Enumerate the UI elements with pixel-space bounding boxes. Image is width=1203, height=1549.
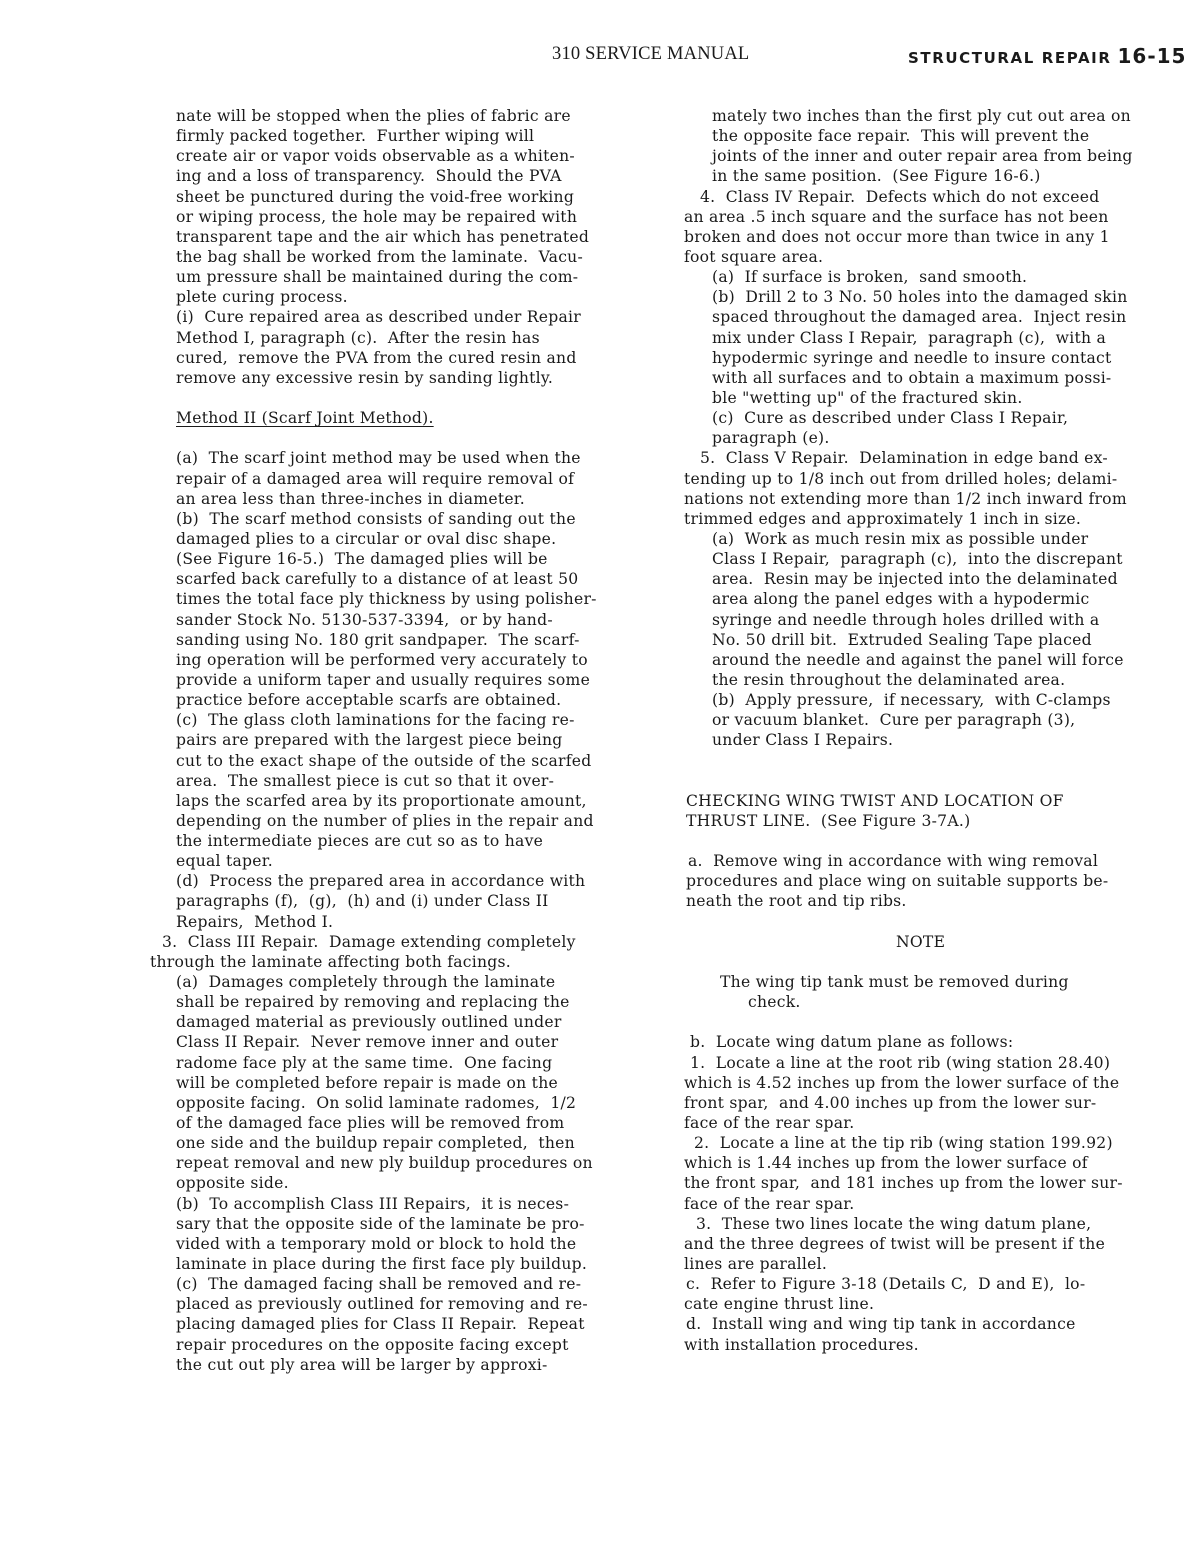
right-column-line: procedures and place wing on suitable supports be- — [686, 872, 1109, 891]
right-column-line: trimmed edges and approximately 1 inch in size. — [684, 509, 1082, 528]
left-column-line: damaged material as previously outlined under — [176, 1013, 562, 1032]
right-column-line: check. — [748, 993, 801, 1012]
left-column-line: repair procedures on the opposite facing except — [176, 1335, 569, 1354]
right-column-line: the front spar, and 181 inches up from the lower sur- — [684, 1174, 1123, 1193]
right-column-line: No. 50 drill bit. Extruded Sealing Tape placed — [712, 630, 1092, 649]
right-column-line: The wing tip tank must be removed during — [720, 973, 1069, 992]
right-column-line: in the same position. (See Figure 16-6.) — [712, 167, 1041, 186]
left-column-line: equal taper. — [176, 852, 273, 871]
left-column-line: will be completed before repair is made on the — [176, 1073, 558, 1092]
right-column-line: syringe and needle through holes drilled with a — [712, 610, 1100, 629]
right-column-line: which is 1.44 inches up from the lower surface of — [684, 1154, 1088, 1173]
right-column-line: (a) If surface is broken, sand smooth. — [712, 268, 1028, 287]
left-column-line: cured, remove the PVA from the cured resin and — [176, 348, 577, 367]
left-column-line: plete curing process. — [176, 288, 348, 307]
right-column-line: with installation procedures. — [684, 1335, 919, 1354]
left-column-line: one side and the buildup repair completed, then — [176, 1134, 575, 1153]
left-column-line: pairs are prepared with the largest piece being — [176, 731, 563, 750]
manual-title: 310 SERVICE MANUAL — [552, 44, 750, 64]
right-column-line: mately two inches than the first ply cut out area on — [712, 107, 1131, 125]
right-column-line: spaced throughout the damaged area. Inject resin — [712, 308, 1127, 327]
right-column-line: 5. Class V Repair. Delamination in edge band ex- — [700, 449, 1108, 468]
right-column-line: foot square area. — [684, 247, 824, 266]
right-column-line: and the three degrees of twist will be present if the — [684, 1234, 1106, 1253]
left-column-line: paragraphs (f), (g), (h) and (i) under Class II — [176, 892, 549, 911]
left-column-line: ing operation will be performed very accurately to — [176, 650, 588, 669]
right-column-line — [684, 771, 1184, 791]
left-column-line: Method II (Scarf Joint Method). — [176, 409, 434, 428]
left-column-line: practice before acceptable scarfs are obtained. — [176, 691, 562, 710]
right-column-line: area. Resin may be injected into the delaminated — [712, 570, 1118, 589]
left-column-line: 3. Class III Repair. Damage extending completely — [162, 932, 576, 951]
right-column-line: face of the rear spar. — [684, 1114, 855, 1133]
right-column-line: c. Refer to Figure 3-18 (Details C, D and E), lo- — [686, 1275, 1086, 1294]
right-column-line: a. Remove wing in accordance with wing removal — [688, 852, 1099, 871]
right-column-line: b. Locate wing datum plane as follows: — [690, 1033, 1014, 1052]
right-column-line: CHECKING WING TWIST AND LOCATION OF — [686, 791, 1064, 810]
left-column-line: opposite side. — [176, 1174, 289, 1193]
left-column-line: radome face ply at the same time. One facing — [176, 1053, 553, 1072]
right-column-line: joints of the inner and outer repair area from being — [712, 147, 1133, 166]
left-column-line: area. The smallest piece is cut so that it over- — [176, 771, 555, 790]
right-column-line: an area .5 inch square and the surface has not been — [684, 207, 1109, 226]
section-header — [908, 44, 1186, 68]
left-column-line: vided with a temporary mold or block to hold the — [176, 1234, 577, 1253]
right-column-line: lines are parallel. — [684, 1255, 828, 1274]
right-column-line: 1. Locate a line at the root rib (wing station 28.40) — [690, 1053, 1111, 1072]
right-column-line — [684, 1012, 1184, 1032]
right-column-line: paragraph (e). — [712, 429, 830, 448]
right-column-line: (b) Apply pressure, if necessary, with C-clamps — [712, 691, 1111, 710]
right-column-line: ble "wetting up" of the fractured skin. — [712, 388, 1023, 407]
left-column-line: Class II Repair. Never remove inner and outer — [176, 1033, 559, 1052]
left-column-line: scarfed back carefully to a distance of at least 50 — [176, 570, 579, 589]
left-column-line: ing and a loss of transparency. Should the PVA — [176, 167, 562, 186]
left-column-line: Repairs, Method I. — [176, 912, 334, 931]
right-column-line: or vacuum blanket. Cure per paragraph (3), — [712, 711, 1076, 730]
right-column-line: which is 4.52 inches up from the lower surface of the — [684, 1073, 1120, 1092]
left-column-line: the intermediate pieces are cut so as to have — [176, 832, 544, 851]
right-column-line: d. Install wing and wing tip tank in accordance — [686, 1315, 1076, 1334]
right-column-line: NOTE — [896, 932, 946, 951]
left-column-line: repeat removal and new ply buildup procedures on — [176, 1154, 593, 1173]
right-column-line: face of the rear spar. — [684, 1194, 855, 1213]
left-column-line: shall be repaired by removing and replacing the — [176, 993, 570, 1012]
left-column-line: (b) The scarf method consists of sanding out the — [176, 509, 576, 528]
right-column-line: (b) Drill 2 to 3 No. 50 holes into the damaged skin — [712, 288, 1128, 307]
right-column-line: THRUST LINE. (See Figure 3-7A.) — [686, 811, 971, 830]
left-column-line: opposite facing. On solid laminate radomes, 1/2 — [176, 1093, 577, 1112]
left-column-line: an area less than three-inches in diameter. — [176, 489, 526, 508]
left-column-line: sander Stock No. 5130-537-3394, or by hand- — [176, 610, 553, 629]
left-column-line: Method I, paragraph (c). After the resin has — [176, 328, 540, 347]
right-column-line: under Class I Repairs. — [712, 731, 894, 750]
right-column-line: cate engine thrust line. — [684, 1295, 875, 1314]
right-column-line: broken and does not occur more than twice in any 1 — [684, 227, 1110, 246]
left-column-line: firmly packed together. Further wiping will — [176, 127, 535, 146]
left-column-line: laminate in place during the first face ply buildup. — [176, 1255, 588, 1274]
left-column-line: (c) The glass cloth laminations for the facing re- — [176, 711, 575, 730]
left-column-line: (i) Cure repaired area as described under Repair — [176, 308, 581, 327]
left-column-line: or wiping process, the hole may be repaired with — [176, 207, 578, 226]
left-column-line: (a) The scarf joint method may be used when the — [176, 449, 581, 468]
right-column-line: hypodermic syringe and needle to insure contact — [712, 348, 1112, 367]
right-column-line: 2. Locate a line at the tip rib (wing station 199.92) — [694, 1134, 1113, 1153]
left-column-line: provide a uniform taper and usually requires some — [176, 670, 591, 689]
right-column-line — [684, 912, 1184, 932]
right-column-line: around the needle and against the panel will force — [712, 650, 1124, 669]
left-column-line: placed as previously outlined for removing and re- — [176, 1295, 588, 1314]
right-column-line: tending up to 1/8 inch out from drilled holes; delami- — [684, 469, 1118, 488]
right-column-line: Class I Repair, paragraph (c), into the discrepant — [712, 550, 1123, 569]
left-column-line: transparent tape and the air which has penetrated — [176, 227, 590, 246]
left-column-line: of the damaged face plies will be removed from — [176, 1114, 565, 1133]
left-column-line: create air or vapor voids observable as a whiten- — [176, 147, 575, 166]
right-column-line: (c) Cure as described under Class I Repair, — [712, 409, 1069, 428]
right-column-line: area along the panel edges with a hypodermic — [712, 590, 1090, 609]
left-column-line: (c) The damaged facing shall be removed and re- — [176, 1275, 582, 1294]
left-column-line: (d) Process the prepared area in accordance with — [176, 872, 586, 891]
right-column-line: nations not extending more than 1/2 inch inward from — [684, 489, 1127, 508]
right-column-line: the opposite face repair. This will prevent the — [712, 127, 1090, 146]
left-column — [150, 106, 650, 1375]
right-column-line: with all surfaces and to obtain a maximum possi- — [712, 368, 1112, 387]
right-column-line — [684, 831, 1184, 851]
left-column-line: depending on the number of plies in the repair and — [176, 811, 594, 830]
right-column-line: the resin throughout the delaminated area. — [712, 670, 1066, 689]
right-column-line — [684, 952, 1184, 972]
left-column-line: remove any excessive resin by sanding lightly. — [176, 368, 554, 387]
right-column-line: neath the root and tip ribs. — [686, 892, 907, 911]
left-column-line: repair of a damaged area will require removal of — [176, 469, 575, 488]
left-column-line: (a) Damages completely through the laminate — [176, 973, 556, 992]
right-column-line: front spar, and 4.00 inches up from the lower sur- — [684, 1093, 1097, 1112]
left-column-line — [150, 428, 650, 448]
left-column-line: placing damaged plies for Class II Repair. Repeat — [176, 1315, 585, 1334]
left-column-line: cut to the exact shape of the outside of the scarfed — [176, 751, 592, 770]
right-column-line: mix under Class I Repair, paragraph (c), with a — [712, 328, 1107, 347]
page-number: 16-15 — [1117, 44, 1187, 68]
left-column-line: nate will be stopped when the plies of fabric are — [176, 107, 571, 125]
right-column-line: 3. These two lines locate the wing datum plane, — [696, 1214, 1092, 1233]
left-column-line: (See Figure 16-5.) The damaged plies will be — [176, 550, 548, 569]
section-title: STRUCTURAL REPAIR — [908, 49, 1112, 67]
left-column-line: sanding using No. 180 grit sandpaper. The scarf- — [176, 630, 580, 649]
right-column-line — [684, 751, 1184, 771]
left-column-line: the cut out ply area will be larger by approxi- — [176, 1355, 548, 1374]
left-column-line: um pressure shall be maintained during the com- — [176, 268, 579, 287]
right-column-line: 4. Class IV Repair. Defects which do not exceed — [700, 187, 1100, 206]
left-column-line: through the laminate affecting both facings. — [150, 952, 511, 971]
left-column-line: sary that the opposite side of the laminate be pro- — [176, 1214, 585, 1233]
left-column-line — [150, 388, 650, 408]
left-column-line: sheet be punctured during the void-free working — [176, 187, 575, 206]
left-column-line: (b) To accomplish Class III Repairs, it is neces- — [176, 1194, 570, 1213]
left-column-line: the bag shall be worked from the laminate. Vacu- — [176, 247, 583, 266]
right-column — [684, 106, 1184, 1355]
right-column-line: (a) Work as much resin mix as possible under — [712, 529, 1089, 548]
left-column-line: laps the scarfed area by its proportionate amount, — [176, 791, 587, 810]
left-column-line: times the total face ply thickness by using polisher- — [176, 590, 597, 609]
left-column-line: damaged plies to a circular or oval disc shape. — [176, 529, 557, 548]
